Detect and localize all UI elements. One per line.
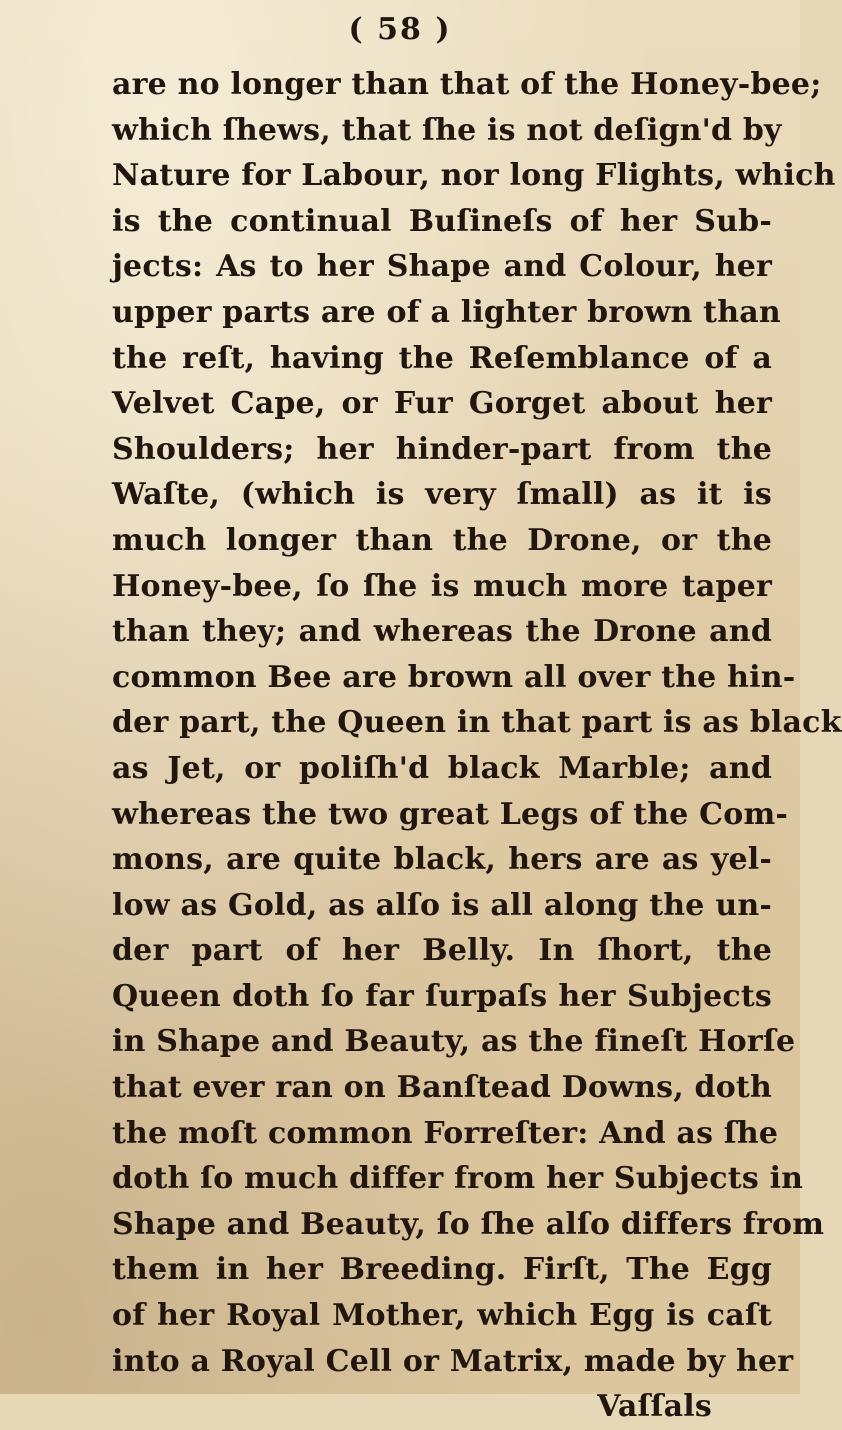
text-line: the reſt, having the Reſemblance of a [112, 340, 772, 376]
text-line: Velvet Cape, or Fur Gorget about her [112, 386, 772, 422]
page-number: ( 58 ) [348, 12, 452, 47]
text-line: low as Gold, as alſo is all along the un- [112, 887, 772, 923]
text-line: are no longer than that of the Honey-bee; [112, 67, 822, 102]
text-line: into a Royal Cell or Matrix, made by her [112, 1343, 794, 1379]
text-line: in Shape and Beauty, as the fineſt Horſe [112, 1024, 796, 1060]
text-line: Queen doth ſo far ſurpaſs her Subjects [112, 978, 772, 1014]
text-line: whereas the two great Legs of the Com- [112, 796, 789, 832]
text-line: upper parts are of a lighter brown than [112, 294, 781, 330]
text-line: much longer than the Drone, or the [112, 522, 772, 558]
text-line: Shoulders; her hinder-part from the [112, 431, 772, 467]
text-line: Waſte, (which is very ſmall) as it is [112, 477, 772, 513]
text-line: of her Royal Mother, which Egg is caſt [112, 1298, 772, 1334]
body-text [112, 62, 842, 1430]
text-line: which ſhews, that ſhe is not deſign'd by [112, 112, 782, 148]
text-line: as Jet, or poliſh'd black Marble; and [112, 750, 772, 786]
text-line: der part, the Queen in that part is as black [112, 705, 842, 741]
text-line: mons, are quite black, hers are as yel- [112, 842, 772, 878]
text-line: them in her Breeding. Firſt, The Egg [112, 1252, 772, 1288]
text-line: that ever ran on Banſtead Downs, doth [112, 1070, 772, 1106]
text-line: der part of her Belly. In ſhort, the [112, 933, 772, 969]
text-line: common Bee are brown all over the hin- [112, 659, 796, 695]
text-line: Shape and Beauty, ſo ſhe alſo differs from [112, 1206, 825, 1242]
text-line: doth ſo much differ from her Subjects in [112, 1161, 804, 1197]
text-line: the moſt common Forreſter: And as ſhe [112, 1115, 779, 1151]
text-line: than they; and whereas the Drone and [112, 614, 772, 650]
text-line: Nature for Labour, nor long Flights, which [112, 158, 836, 194]
text-line: Honey-bee, ſo ſhe is much more taper [112, 568, 772, 604]
text-line: is the continual Buſineſs of her Sub- [112, 203, 772, 239]
catchword: Vaſſals [597, 1389, 712, 1425]
text-line: jects: As to her Shape and Colour, her [112, 249, 772, 285]
